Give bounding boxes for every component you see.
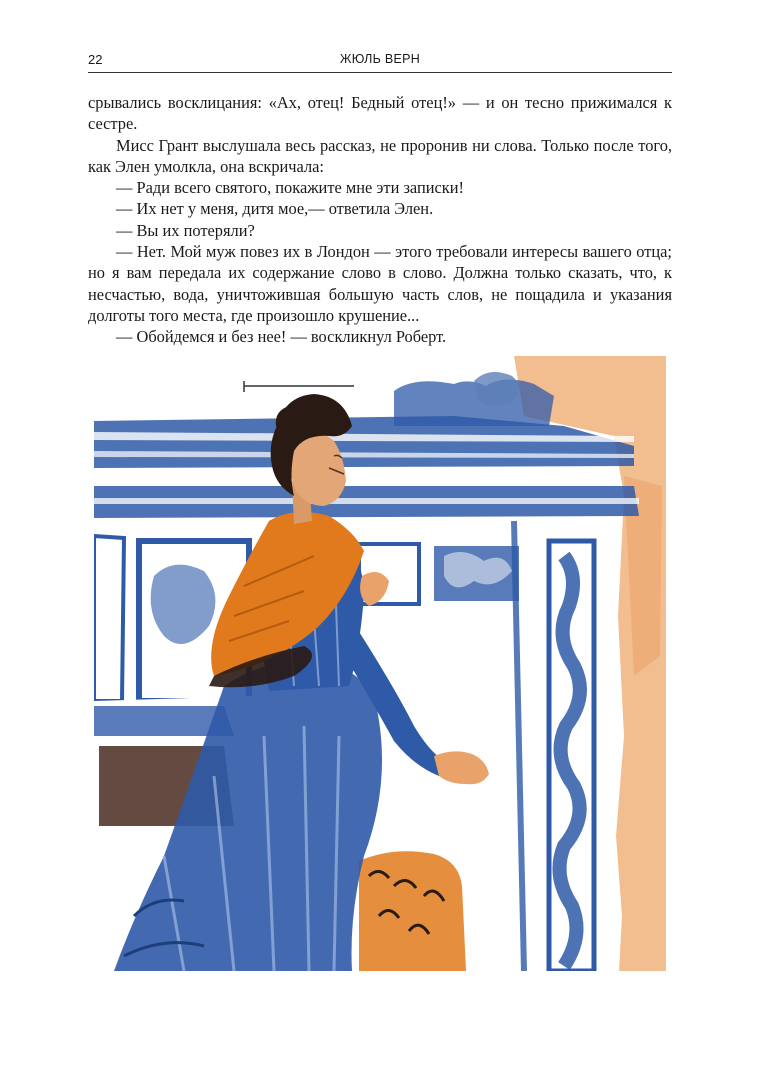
dialogue-line: — Нет. Мой муж повез их в Лондон — этого требовали интересы вашего отца; но я вам передала их содержание слово в слово. Должна только сказать, что, к несчастью, вода, уничтожившая большую часть слов, не пощадила и указания долготы того места, где произошло крушение... xyxy=(88,242,672,325)
illustration-drawing xyxy=(94,356,666,971)
running-title: ЖЮЛЬ ВЕРН xyxy=(339,52,421,66)
illustration xyxy=(94,356,666,971)
page-number: 22 xyxy=(88,52,103,67)
page-header xyxy=(88,50,672,73)
paragraph: срывались восклицания: «Ах, отец! Бедный отец!» — и он тесно прижимался к сестре. xyxy=(88,93,672,134)
dialogue-line: — Ради всего святого, покажите мне эти записки! xyxy=(116,178,464,198)
dialogue-line: — Их нет у меня, дитя мое,— ответила Элен. xyxy=(116,199,434,219)
body-text xyxy=(88,92,672,348)
paragraph: Мисс Грант выслушала весь рассказ, не проронив ни слова. Только после того, как Элен умолкла, она вскричала: xyxy=(88,135,672,176)
dialogue-line: — Вы их потеряли? xyxy=(116,220,255,240)
dialogue-line: — Обойдемся и без нее! — воскликнул Роберт. xyxy=(116,327,447,347)
